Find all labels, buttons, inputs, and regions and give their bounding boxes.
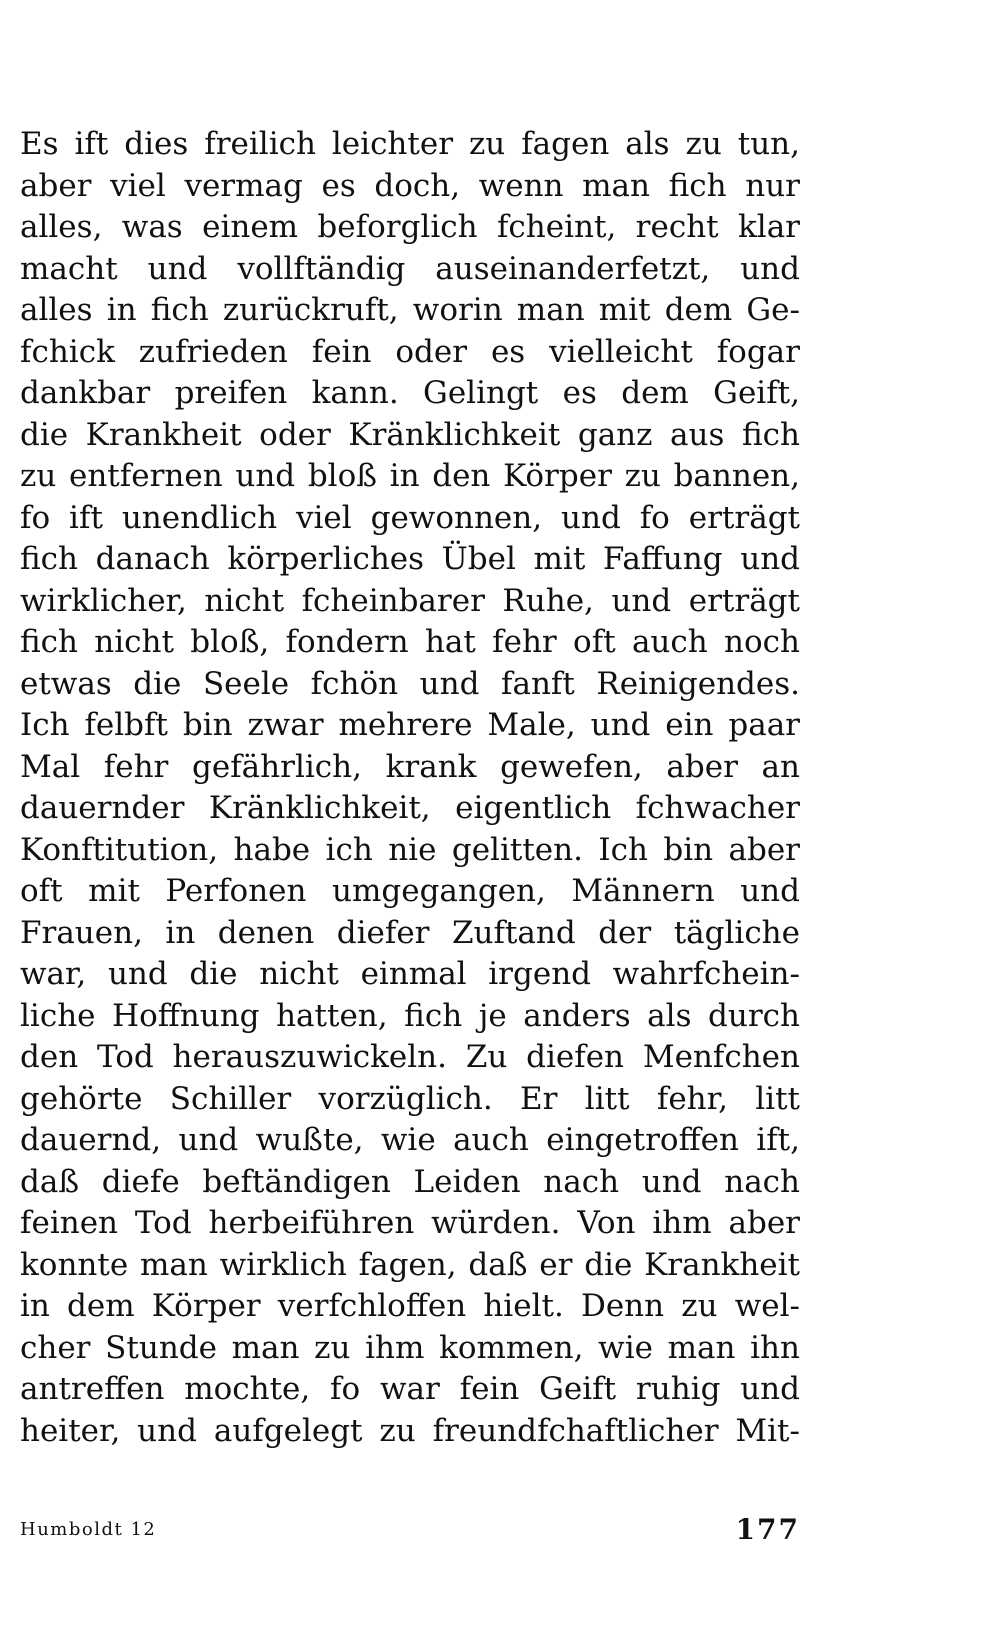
text-line: in dem Körper verfchloffen hielt. Denn zu wel- (20, 1288, 800, 1324)
text-line: dankbar preifen kann. Gelingt es dem Geift, (20, 375, 800, 411)
text-line: macht und vollftändig auseinanderfetzt, und (20, 250, 800, 287)
text-line: fich danach körperliches Übel mit Faffung und (20, 541, 800, 577)
page-footer (20, 1512, 800, 1548)
text-line: Mal fehr gefährlich, krank gewefen, aber an (20, 748, 800, 785)
text-line: fich nicht bloß, fondern hat fehr oft auch noch (20, 624, 800, 660)
text-line: antreffen mochte, fo war fein Geift ruhig und (20, 1371, 800, 1407)
text-line: alles, was einem beforglich fcheint, recht klar (20, 209, 800, 245)
body-text (20, 124, 800, 1452)
text-line: den Tod herauszuwickeln. Zu diefen Menfchen (20, 1039, 800, 1075)
text-line: zu entfernen und bloß in den Körper zu bannen, (20, 458, 800, 494)
text-line: oft mit Perfonen umgegangen, Männern und (20, 873, 800, 909)
text-line: fo ift unendlich viel gewonnen, und fo erträgt (20, 499, 800, 536)
text-line: dauernd, und wußte, wie auch eingetroffen ift, (20, 1122, 800, 1158)
signature-mark: Humboldt 12 (20, 1519, 157, 1540)
text-line: daß diefe beftändigen Leiden nach und nach (20, 1163, 800, 1200)
text-line: liche Hoffnung hatten, fich je anders als durch (20, 997, 800, 1034)
text-line: Frauen, in denen diefer Zuftand der tägliche (20, 914, 800, 951)
text-line: aber viel vermag es doch, wenn man fich nur (20, 167, 800, 204)
text-line: Konftitution, habe ich nie gelitten. Ich bin aber (20, 831, 800, 868)
text-line: heiter, und aufgelegt zu freundfchaftlicher Mit- (20, 1412, 800, 1449)
text-line: gehörte Schiller vorzüglich. Er litt fehr, litt (20, 1080, 800, 1117)
text-line: war, und die nicht einmal irgend wahrfchein- (20, 956, 800, 992)
page-number: 177 (735, 1513, 800, 1546)
text-line: fchick zufrieden fein oder es vielleicht fogar (20, 333, 800, 370)
text-line: wirklicher, nicht fcheinbarer Ruhe, und erträgt (20, 582, 800, 619)
text-line: cher Stunde man zu ihm kommen, wie man ihn (20, 1329, 800, 1366)
text-line: Ich felbft bin zwar mehrere Male, und ein paar (20, 707, 800, 743)
text-line: konnte man wirklich fagen, daß er die Krankheit (20, 1246, 800, 1283)
text-line: dauernder Kränklichkeit, eigentlich fchwacher (20, 790, 800, 826)
text-line: etwas die Seele fchön und fanft Reinigendes. (20, 665, 800, 702)
text-line: alles in fich zurückruft, worin man mit dem Ge- (20, 292, 800, 328)
text-line: feinen Tod herbeiführen würden. Von ihm aber (20, 1205, 800, 1241)
text-line: die Krankheit oder Kränklichkeit ganz aus fich (20, 416, 800, 453)
text-line: Es ift dies freilich leichter zu fagen als zu tun, (20, 126, 800, 162)
